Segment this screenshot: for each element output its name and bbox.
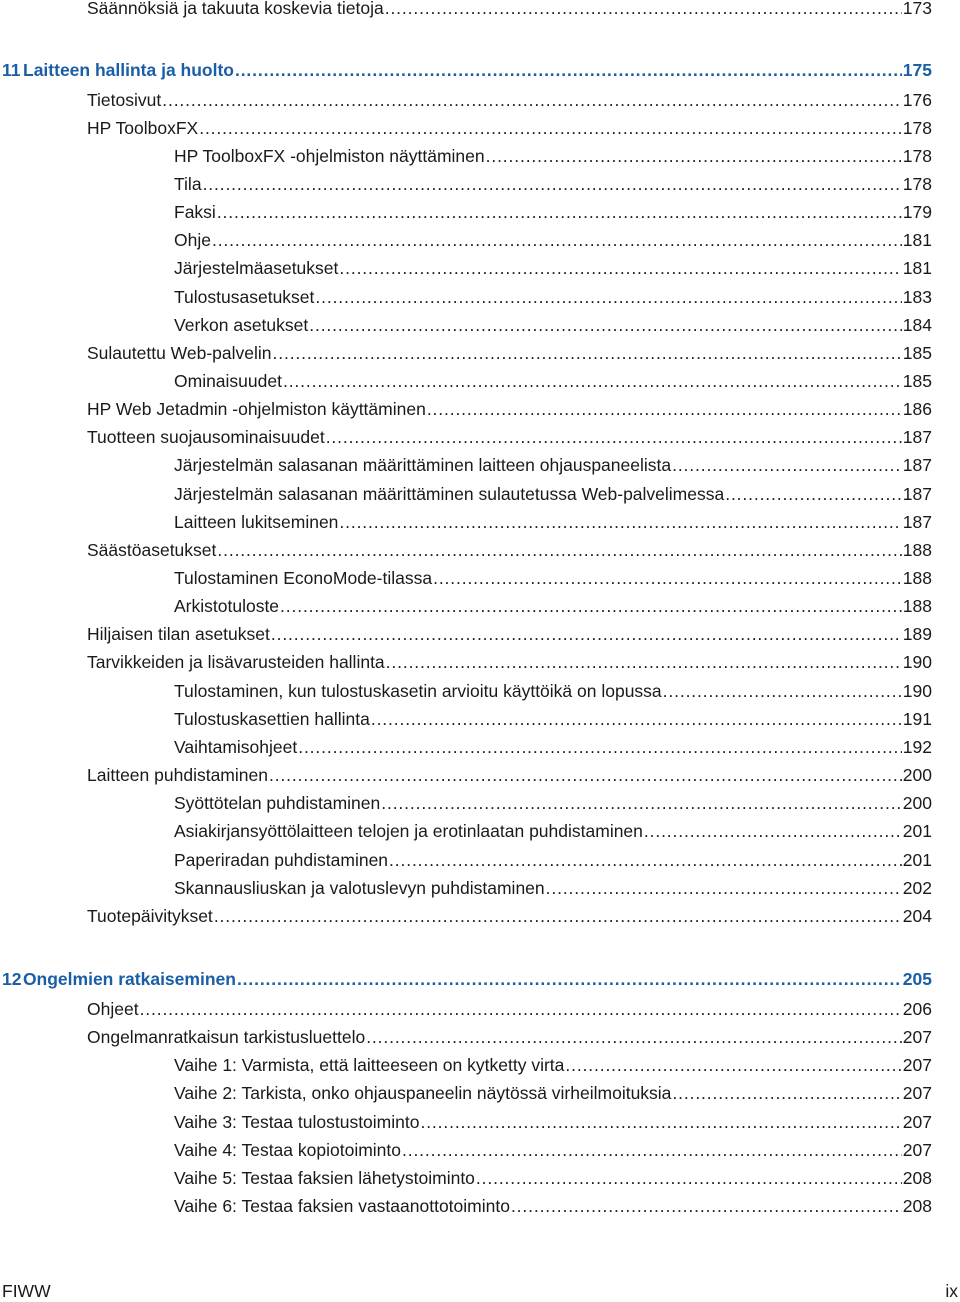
- toc-entry-page: 208: [902, 1196, 932, 1216]
- toc-entry-title: Tarvikkeiden ja lisävarusteiden hallinta: [87, 652, 385, 672]
- toc-subentry[interactable]: [174, 285, 932, 309]
- toc-entry-page: 207: [902, 1055, 932, 1075]
- toc-subentry[interactable]: [174, 566, 932, 590]
- toc-entry-page: 202: [902, 878, 932, 898]
- toc-entry-title: Vaihtamisohjeet: [174, 737, 298, 757]
- toc-entry-page: 191: [902, 709, 932, 729]
- toc-leader: [217, 200, 902, 224]
- toc-leader: [214, 904, 902, 928]
- toc-subentry[interactable]: [174, 848, 932, 872]
- toc-entry[interactable]: [87, 904, 932, 928]
- toc-entry-title: Järjestelmän salasanan määrittäminen sulautetussa Web-palvelimessa: [174, 484, 725, 504]
- toc-subentry[interactable]: [174, 791, 932, 815]
- footer-page-number: ix: [945, 1281, 958, 1301]
- toc-leader: [203, 172, 902, 196]
- toc-entry[interactable]: [87, 997, 932, 1021]
- toc-entry-title: Ohjeet: [87, 999, 139, 1019]
- toc-entry-page: 204: [902, 906, 932, 926]
- toc-subentry[interactable]: [174, 1194, 932, 1218]
- toc-subentry[interactable]: [174, 482, 932, 506]
- toc-entry-page: 200: [902, 765, 932, 785]
- toc-entry-page: 207: [902, 1083, 932, 1103]
- toc-leader: [273, 341, 902, 365]
- chapter-number: 12: [2, 969, 22, 989]
- toc-subentry[interactable]: [174, 735, 932, 759]
- toc-leader: [565, 1053, 901, 1077]
- toc-leader: [386, 650, 902, 674]
- chapter-number: 11: [2, 60, 21, 80]
- toc-subentry[interactable]: [174, 256, 932, 280]
- toc-entry-page: 181: [902, 258, 932, 278]
- toc-subentry[interactable]: [174, 1138, 932, 1162]
- toc-entry-title: Faksi: [174, 202, 216, 222]
- toc-entry-title: Laitteen puhdistaminen: [87, 765, 268, 785]
- toc-entry-title: Järjestelmäasetukset: [174, 258, 339, 278]
- toc-entry-title: Sulautettu Web-palvelin: [87, 343, 272, 363]
- toc-subentry[interactable]: [174, 819, 932, 843]
- toc-entry-title: Vaihe 3: Testaa tulostustoiminto: [174, 1112, 420, 1132]
- toc-entry-title: Laitteen lukitseminen: [174, 512, 339, 532]
- toc-entry-title: Tulostusasetukset: [174, 287, 315, 307]
- toc-entry-title: Asiakirjansyöttölaitteen telojen ja erotinlaatan puhdistaminen: [174, 821, 643, 841]
- toc-subentry[interactable]: [174, 1081, 932, 1105]
- toc-leader: [339, 256, 901, 280]
- toc-entry-page: 178: [902, 118, 932, 138]
- toc-leader: [280, 594, 902, 618]
- toc-subentry[interactable]: [174, 172, 932, 196]
- toc-entry-page: 192: [902, 737, 932, 757]
- toc-leader: [315, 285, 901, 309]
- footer-left-label: FIWW: [2, 1281, 51, 1301]
- toc-entry[interactable]: [87, 425, 932, 449]
- toc-leader: [672, 1081, 901, 1105]
- toc-leader: [309, 313, 902, 337]
- toc-leader: [339, 510, 901, 534]
- toc-entry-page: 185: [902, 343, 932, 363]
- toc-entry-title: Tulostuskasettien hallinta: [174, 709, 370, 729]
- toc-subentry[interactable]: [174, 679, 932, 703]
- toc-entry-page: 201: [902, 850, 932, 870]
- toc-entry[interactable]: [87, 397, 932, 421]
- toc-entry-page: 186: [902, 399, 932, 419]
- toc-leader: [381, 791, 902, 815]
- toc-entry-title: Hiljaisen tilan asetukset: [87, 624, 270, 644]
- toc-leader: [385, 0, 902, 20]
- toc-entry-title: Säästöasetukset: [87, 540, 217, 560]
- toc-leader: [366, 1025, 902, 1049]
- toc-entry-page: 178: [902, 146, 932, 166]
- toc-entry[interactable]: [87, 0, 932, 20]
- toc-leader: [476, 1166, 902, 1190]
- toc-leader: [389, 848, 902, 872]
- toc-entry-title: Tuotepäivitykset: [87, 906, 213, 926]
- toc-leader: [212, 228, 902, 252]
- toc-leader: [162, 88, 902, 112]
- chapter-page: 205: [902, 969, 932, 989]
- toc-entry-title: Ongelmanratkaisun tarkistusluettelo: [87, 1027, 366, 1047]
- toc-entry-title: Säännöksiä ja takuuta koskevia tietoja: [87, 0, 384, 18]
- chapter-title: Laitteen hallinta ja huolto: [23, 60, 234, 80]
- toc-leader: [326, 425, 902, 449]
- toc-leader: [371, 707, 902, 731]
- toc-entry-page: 188: [902, 596, 932, 616]
- toc-entry-page: 187: [902, 455, 932, 475]
- toc-entry-page: 207: [902, 1140, 932, 1160]
- toc-leader: [298, 735, 902, 759]
- toc-entry[interactable]: [87, 116, 932, 140]
- toc-entry-title: Vaihe 6: Testaa faksien vastaanottotoiminto: [174, 1196, 510, 1216]
- toc-chapter-11[interactable]: [2, 58, 932, 82]
- toc-leader: [402, 1138, 902, 1162]
- toc-entry-page: 184: [902, 315, 932, 335]
- toc-leader: [217, 538, 901, 562]
- toc-entry[interactable]: [87, 650, 932, 674]
- toc-leader: [199, 116, 902, 140]
- toc-chapter-12[interactable]: [2, 967, 932, 991]
- toc-entry-title: Ohje: [174, 230, 211, 250]
- toc-entry-page: 188: [902, 568, 932, 588]
- toc-entry-title: Arkistotuloste: [174, 596, 280, 616]
- toc-leader: [663, 679, 902, 703]
- toc-subentry[interactable]: [174, 876, 932, 900]
- toc-leader: [672, 453, 902, 477]
- toc-entry[interactable]: [87, 538, 932, 562]
- toc-leader: [237, 967, 902, 991]
- toc-leader: [427, 397, 902, 421]
- toc-entry-title: Skannausliuskan ja valotuslevyn puhdistaminen: [174, 878, 545, 898]
- toc-entry-title: Vaihe 4: Testaa kopiotoiminto: [174, 1140, 401, 1160]
- toc-entry-page: 201: [902, 821, 932, 841]
- toc-entry-title: Syöttötelan puhdistaminen: [174, 793, 381, 813]
- toc-leader: [271, 622, 902, 646]
- toc-entry-title: Vaihe 1: Varmista, että laitteeseen on kytketty virta: [174, 1055, 565, 1075]
- toc-entry-title: Vaihe 2: Tarkista, onko ohjauspaneelin näytössä virheilmoituksia: [174, 1083, 672, 1103]
- toc-subentry[interactable]: [174, 1053, 932, 1077]
- toc-entry-title: Tila: [174, 174, 202, 194]
- toc-leader: [283, 369, 902, 393]
- toc-entry-page: 189: [902, 624, 932, 644]
- toc-subentry[interactable]: [174, 200, 932, 224]
- toc-entry-title: Tulostaminen, kun tulostuskasetin arvioitu käyttöikä on lopussa: [174, 681, 662, 701]
- toc-entry-page: 190: [902, 681, 932, 701]
- toc-entry-title: Verkon asetukset: [174, 315, 309, 335]
- toc-leader: [486, 144, 902, 168]
- toc-subentry[interactable]: [174, 144, 932, 168]
- toc-subentry[interactable]: [174, 594, 932, 618]
- toc-entry-page: 188: [902, 540, 932, 560]
- toc-entry-page: 173: [902, 0, 932, 18]
- toc-entry[interactable]: [87, 88, 932, 112]
- chapter-title: Ongelmien ratkaiseminen: [22, 969, 236, 989]
- toc-leader: [433, 566, 902, 590]
- toc-entry-title: HP ToolboxFX -ohjelmiston näyttäminen: [174, 146, 485, 166]
- toc-entry[interactable]: [87, 1025, 932, 1049]
- toc-entry-title: Ominaisuudet: [174, 371, 282, 391]
- toc-entry-page: 185: [902, 371, 932, 391]
- toc-entry-page: 181: [902, 230, 932, 250]
- toc-entry-title: HP ToolboxFX: [87, 118, 199, 138]
- toc-entry-page: 207: [902, 1112, 932, 1132]
- toc-entry-title: Järjestelmän salasanan määrittäminen laitteen ohjauspaneelista: [174, 455, 672, 475]
- toc-entry-page: 206: [902, 999, 932, 1019]
- toc-entry-page: 178: [902, 174, 932, 194]
- toc-entry-title: Tulostaminen EconoMode-tilassa: [174, 568, 433, 588]
- toc-leader: [420, 1110, 901, 1134]
- toc-entry-page: 207: [902, 1027, 932, 1047]
- toc-entry-page: 187: [902, 427, 932, 447]
- toc-entry-title: Tietosivut: [87, 90, 162, 110]
- toc-subentry[interactable]: [174, 1110, 932, 1134]
- toc-entry-page: 200: [902, 793, 932, 813]
- toc-leader: [140, 997, 902, 1021]
- toc-entry-title: Tuotteen suojausominaisuudet: [87, 427, 325, 447]
- toc-entry[interactable]: [87, 622, 932, 646]
- toc-entry-page: 187: [902, 484, 932, 504]
- toc-leader: [644, 819, 902, 843]
- toc-entry-page: 183: [902, 287, 932, 307]
- toc-subentry[interactable]: [174, 1166, 932, 1190]
- toc-entry-page: 176: [902, 90, 932, 110]
- toc-subentry[interactable]: [174, 707, 932, 731]
- toc-entry-page: 208: [902, 1168, 932, 1188]
- toc-subentry[interactable]: [174, 228, 932, 252]
- toc-entry-title: Vaihe 5: Testaa faksien lähetystoiminto: [174, 1168, 475, 1188]
- toc-entry-page: 190: [902, 652, 932, 672]
- toc-subentry[interactable]: [174, 313, 932, 337]
- toc-subentry[interactable]: [174, 510, 932, 534]
- toc-subentry[interactable]: [174, 369, 932, 393]
- toc-entry[interactable]: [87, 341, 932, 365]
- toc-leader: [235, 58, 902, 82]
- toc-entry-title: Paperiradan puhdistaminen: [174, 850, 389, 870]
- toc-entry-page: 179: [902, 202, 932, 222]
- toc-entry-title: HP Web Jetadmin -ohjelmiston käyttäminen: [87, 399, 426, 419]
- toc-subentry[interactable]: [174, 453, 932, 477]
- toc-entry-page: 187: [902, 512, 932, 532]
- toc-leader: [725, 482, 902, 506]
- toc-entry[interactable]: [87, 763, 932, 787]
- toc-leader: [546, 876, 902, 900]
- toc-leader: [269, 763, 902, 787]
- chapter-page: 175: [902, 60, 932, 80]
- toc-leader: [511, 1194, 902, 1218]
